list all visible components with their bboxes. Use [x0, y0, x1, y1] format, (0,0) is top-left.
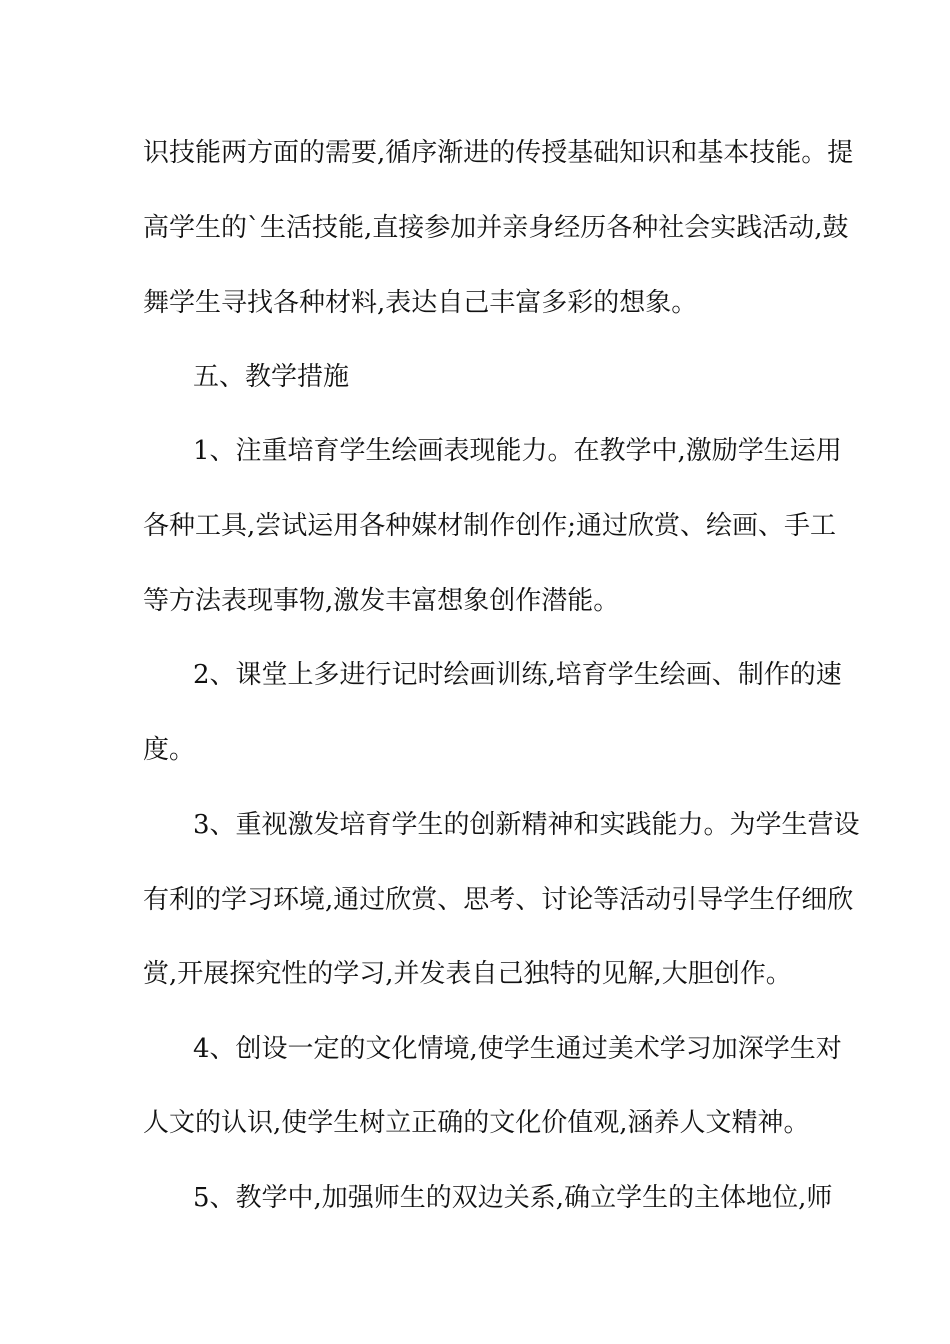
- text-line: 等方法表现事物,激发丰富想象创作潜能。: [143, 586, 620, 616]
- text-line: 4、创设一定的文化情境,使学生通过美术学习加深学生对: [193, 1034, 842, 1064]
- text-line: 人文的认识,使学生树立正确的文化价值观,涵养人文精神。: [143, 1108, 810, 1138]
- text-line: 舞学生寻找各种材料,表达自己丰富多彩的想象。: [143, 288, 698, 318]
- text-line: 各种工具,尝试运用各种媒材制作创作;通过欣赏、绘画、手工: [143, 511, 837, 541]
- text-line: 有利的学习环境,通过欣赏、思考、讨论等活动引导学生仔细欣: [143, 885, 854, 915]
- text-line: 赏,开展探究性的学习,并发表自己独特的见解,大胆创作。: [143, 959, 792, 989]
- text-line: 识技能两方面的需要,循序渐进的传授基础知识和基本技能。提: [143, 138, 854, 168]
- text-line: 5、教学中,加强师生的双边关系,确立学生的主体地位,师: [193, 1183, 833, 1213]
- text-line: 2、课堂上多进行记时绘画训练,培育学生绘画、制作的速: [193, 660, 842, 690]
- text-line: 1、注重培育学生绘画表现能力。在教学中,激励学生运用: [193, 436, 842, 466]
- text-line: 度。: [143, 735, 196, 765]
- text-line: 3、重视激发培育学生的创新精神和实践能力。为学生营设: [193, 810, 860, 840]
- section-heading: 五、教学措施: [193, 362, 350, 392]
- text-line: 高学生的`生活技能,直接参加并亲身经历各种社会实践活动,鼓: [143, 213, 849, 243]
